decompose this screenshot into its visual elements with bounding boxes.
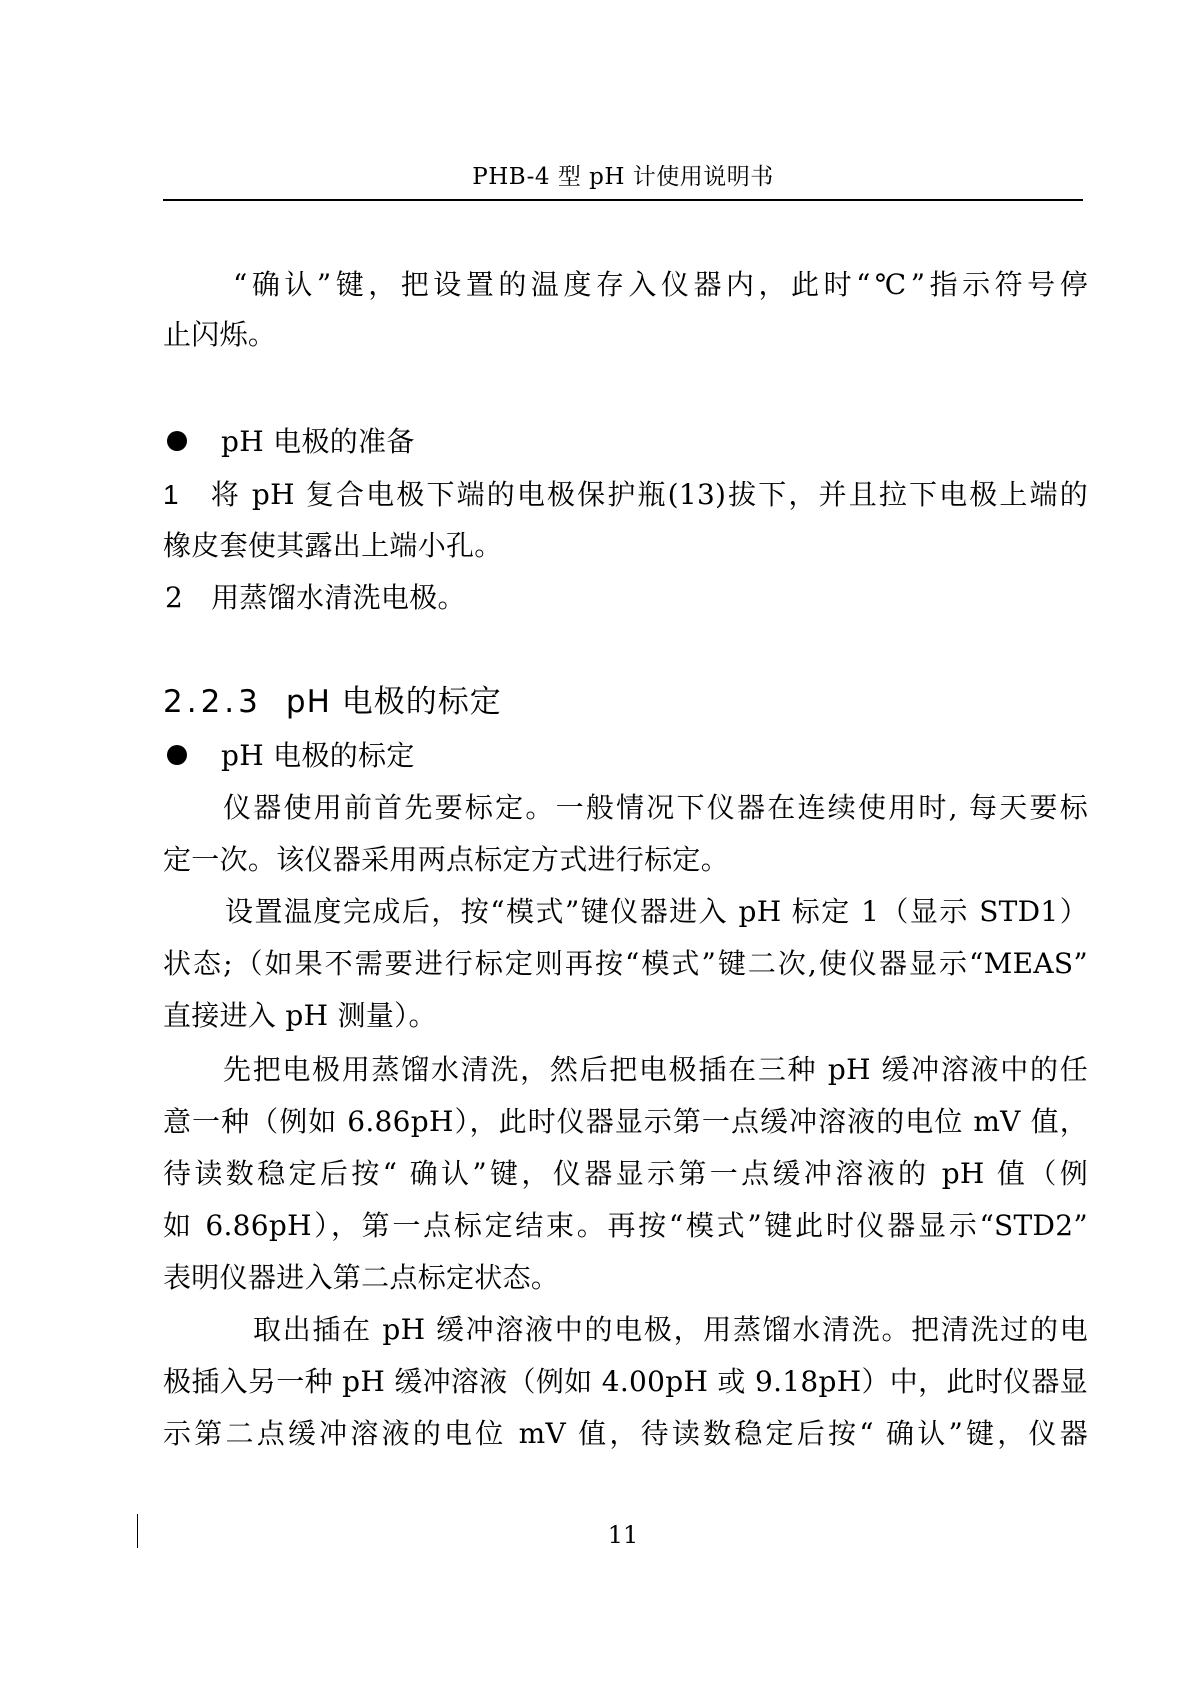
- list-text: 用蒸馏水清洗电极。: [211, 581, 466, 614]
- bullet-icon: [167, 745, 187, 765]
- paragraph-line: 状态;（如果不需要进行标定则再按“模式”键二次,使仪器显示“MEAS”: [163, 947, 1088, 980]
- list-number: 2: [165, 581, 184, 614]
- paragraph-line: 设置温度完成后，按“模式”键仪器进入 pH 标定 1（显示 STD1）: [225, 895, 1088, 928]
- paragraph-line: 意一种（例如 6.86pH），此时仪器显示第一点缓冲溶液的电位 mV 值，: [163, 1105, 1088, 1138]
- paragraph-line: 止闪烁。: [163, 318, 277, 351]
- section-title: pH 电极的标定: [285, 684, 502, 720]
- bullet-item: [163, 422, 1088, 462]
- margin-bar: [137, 1514, 138, 1548]
- bullet-label: pH 电极的准备: [221, 425, 415, 458]
- section-heading: [163, 680, 502, 724]
- page-number: 11: [607, 1521, 639, 1549]
- paragraph-line: 示第二点缓冲溶液的电位 mV 值，待读数稳定后按“ 确认”键，仪器: [163, 1417, 1088, 1450]
- paragraph-line: 极插入另一种 pH 缓冲溶液（例如 4.00pH 或 9.18pH）中，此时仪器显: [163, 1365, 1088, 1398]
- bullet-label: pH 电极的标定: [221, 739, 415, 772]
- paragraph-line: “确认”键，把设置的温度存入仪器内，此时“℃”指示符号停: [233, 268, 1088, 301]
- paragraph-line: 待读数稳定后按“ 确认”键，仪器显示第一点缓冲溶液的 pH 值（例: [163, 1157, 1088, 1190]
- paragraph-line: 先把电极用蒸馏水清洗，然后把电极插在三种 pH 缓冲溶液中的任: [223, 1053, 1088, 1086]
- list-text: 将 pH 复合电极下端的电极保护瓶(13)拔下，并且拉下电极上端的: [208, 478, 1088, 511]
- bullet-item: [163, 736, 1088, 776]
- list-number: 1: [163, 479, 179, 510]
- paragraph-line: 仪器使用前首先要标定。一般情况下仪器在连续使用时, 每天要标: [223, 791, 1088, 824]
- paragraph-line: 如 6.86pH），第一点标定结束。再按“模式”键此时仪器显示“STD2”: [163, 1209, 1088, 1242]
- list-item: [163, 475, 1088, 515]
- paragraph-line: 表明仪器进入第二点标定状态。: [163, 1261, 560, 1294]
- paragraph-line: 取出插在 pH 缓冲溶液中的电极，用蒸馏水清洗。把清洗过的电: [253, 1313, 1088, 1346]
- bullet-icon: [167, 431, 187, 451]
- header-rule: [163, 199, 1083, 201]
- list-item: [163, 578, 1088, 618]
- section-number: 2.2.3: [163, 684, 262, 720]
- paragraph-line: 定一次。该仪器采用两点标定方式进行标定。: [163, 843, 730, 876]
- paragraph-line: 直接进入 pH 测量）。: [163, 999, 437, 1032]
- running-header: PHB-4 型 pH 计使用说明书: [472, 164, 774, 190]
- list-text-continuation: 橡皮套使其露出上端小孔。: [163, 529, 503, 562]
